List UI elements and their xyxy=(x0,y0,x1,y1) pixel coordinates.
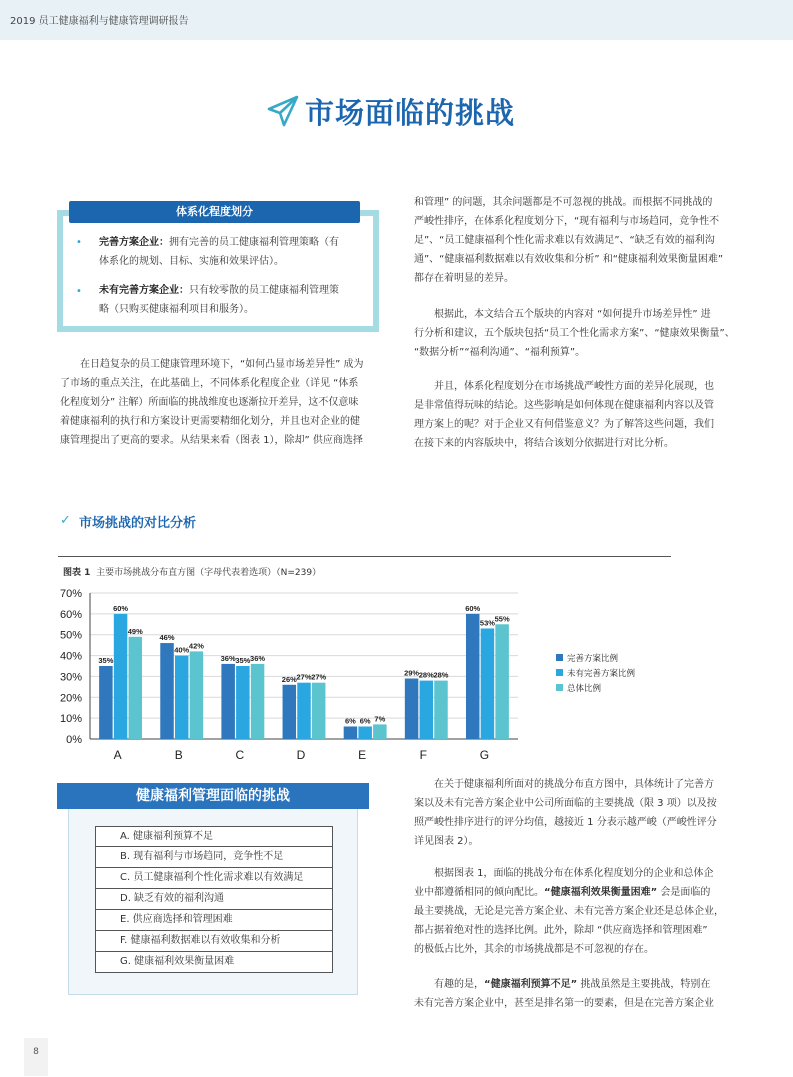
bar-E-1 xyxy=(344,726,358,739)
y-tick-label: 30% xyxy=(59,671,82,684)
data-label: 27% xyxy=(311,672,327,682)
bullet-icon: • xyxy=(76,237,82,248)
bar-chart xyxy=(0,580,793,770)
data-label: 35% xyxy=(235,656,251,665)
bullet-icon: • xyxy=(76,286,82,297)
bar-G-3 xyxy=(495,624,509,739)
data-label: 29% xyxy=(404,668,420,678)
challenge-item-e: E. 供应商选择和管理困难 xyxy=(95,910,333,931)
data-label: 60% xyxy=(113,603,129,613)
page-number: 8 xyxy=(24,1038,48,1076)
right-paragraph-4: 在关于健康福利所面对的挑战分布直方图中，具体统计了完善方 案以及未有完善方案企业中公司所面临的主要挑战（限 3 项）以及按 照严峻性排序进行的评分均值，越接近 1 分表示越严峻（严峻性评分 详见图表 2）。 xyxy=(414,779,717,847)
bar-B-1 xyxy=(160,643,174,739)
challenge-item-a: A. 健康福利预算不足 xyxy=(95,826,333,847)
bar-B-2 xyxy=(175,656,189,739)
bar-A-3 xyxy=(129,637,143,739)
challenge-item-d: D. 缺乏有效的福利沟通 xyxy=(95,889,333,910)
legend-label: 完善方案比例 xyxy=(567,654,619,664)
y-tick-label: 40% xyxy=(59,650,82,663)
challenges-list xyxy=(95,826,333,973)
bar-A-2 xyxy=(114,614,128,739)
data-label: 27% xyxy=(296,672,312,682)
bar-E-2 xyxy=(358,726,372,739)
right-paragraph-2: 根据此，本文结合五个版块的内容对 “如何提升市场差异性” 进 行分析和建议，五个版块包括“员工个性化需求方案”、“健康效果衡量”、 “数据分析”“福利沟通”、“福利预算”。 xyxy=(414,309,735,358)
bar-F-2 xyxy=(420,681,434,739)
data-label: 60% xyxy=(465,603,481,613)
bar-D-3 xyxy=(312,683,326,739)
x-tick-label: C xyxy=(235,748,245,762)
data-label: 35% xyxy=(98,656,114,665)
header-bar xyxy=(0,0,793,40)
right-paragraph-6: 有趣的是，“健康福利预算不足” 挑战虽然是主要挑战，特别在 未有完善方案企业中，甚至是排名第一的要素，但是在完善方案企业 xyxy=(414,979,714,1009)
legend-swatch xyxy=(556,654,563,661)
bar-D-2 xyxy=(297,683,311,739)
y-tick-label: 70% xyxy=(59,588,82,600)
legend-swatch xyxy=(556,669,563,676)
data-label: 6% xyxy=(345,716,356,726)
data-label: 46% xyxy=(159,633,175,643)
data-label: 55% xyxy=(494,614,510,624)
x-tick-label: D xyxy=(296,748,306,762)
y-tick-label: 50% xyxy=(59,629,82,642)
bar-C-1 xyxy=(221,664,235,739)
header-text: 2019 员工健康福利与健康管理调研报告 xyxy=(10,16,189,27)
x-tick-label: F xyxy=(419,748,427,762)
chart-legend xyxy=(556,653,636,694)
data-label: 36% xyxy=(250,653,266,663)
bar-F-3 xyxy=(434,681,448,739)
challenge-item-b: B. 现有福利与市场趋同，竞争性不足 xyxy=(95,847,333,868)
x-tick-label: A xyxy=(113,748,122,762)
data-label: 42% xyxy=(188,641,204,651)
check-icon: ✓ xyxy=(60,513,71,528)
data-label: 36% xyxy=(220,653,236,663)
y-tick-label: 10% xyxy=(59,713,82,726)
legend-label: 未有完善方案比例 xyxy=(567,669,636,679)
data-label: 6% xyxy=(359,716,371,726)
data-label: 28% xyxy=(433,670,449,680)
challenges-title: 健康福利管理面临的挑战 xyxy=(57,783,369,809)
bar-C-3 xyxy=(251,664,264,739)
bar-A-1 xyxy=(99,666,113,739)
bar-B-3 xyxy=(190,651,204,739)
x-tick-label: E xyxy=(358,748,367,762)
paper-plane-icon xyxy=(266,94,300,128)
data-label: 26% xyxy=(281,674,297,684)
bar-G-2 xyxy=(481,628,495,739)
right-paragraph-3: 并且，体系化程度划分在市场挑战严峻性方面的差异化展现，也 是非常值得玩味的结论。这些影响是如何体现在健康福利内容以及管 理方案上的呢？对于企业又有何借鉴意义？为了解答这些问题，我们 在接下来的内容版块中，将结合该划分依据进行对比分析。 xyxy=(414,381,714,449)
bar-E-3 xyxy=(373,724,387,739)
figure-caption: 图表 1 主要市场挑战分布直方图（字母代表着选项）（N=239） xyxy=(63,568,322,578)
classification-item-complete: 完善方案企业：拥有完善的员工健康福利管理策略（有 体系化的规划、目标、实施和效果评估）。 xyxy=(99,237,339,267)
x-tick-label: G xyxy=(479,748,490,762)
x-tick-label: B xyxy=(174,748,183,762)
y-tick-label: 0% xyxy=(66,734,82,746)
divider xyxy=(58,556,671,557)
section-title: 市场挑战的对比分析 xyxy=(79,516,197,531)
data-label: 28% xyxy=(418,670,434,680)
intro-paragraph: 在日趋复杂的员工健康管理环境下，“如何凸显市场差异性” 成为 了市场的重点关注，在此基础上，不同体系化程度企业（详见 “体系 化程度划分” 注解）所面临的挑战维度也逐渐拉开差异，这不仅意味 着健康福利的执行和方案设计更需要精细化划分，并且也对企业的健 康管理提出了更高的要求。从结果来看（图表 1），除却” 供应商选择 xyxy=(60,359,364,446)
classification-label: 体系化程度划分 xyxy=(69,201,360,223)
legend-swatch xyxy=(556,684,563,691)
data-label: 53% xyxy=(479,618,495,628)
y-tick-label: 20% xyxy=(59,692,82,705)
data-label: 49% xyxy=(127,626,143,636)
bar-C-2 xyxy=(236,666,250,739)
legend-label: 总体比例 xyxy=(567,684,602,694)
right-paragraph-1: 和管理” 的问题，其余问题都是不可忽视的挑战。而根据不同挑战的 严峻性排序，在体系化程度划分下，“现有福利与市场趋同，竞争性不 足”、“员工健康福利个性化需求难以有效满足”、“缺乏有效的福利沟 通”、“健康福利数据难以有效收集和分析” 和“健康福利效果衡量困难” 都存在着明显的差异。 xyxy=(414,197,724,284)
bar-G-1 xyxy=(466,614,480,739)
data-label: 40% xyxy=(174,645,190,655)
right-paragraph-5: 根据图表 1，面临的挑战分布在体系化程度划分的企业和总体企 业中都遵循相同的倾向配比。“健康福利效果衡量困难” 会是面临的 最主要挑战，无论是完善方案企业、未有完善方案企业还是总体企业， 都占据着绝对性的选择比例。此外，除却 “供应商选择和管理困难” 的极低占比外，其余的市场挑战都是不可忽视的存在。 xyxy=(414,868,724,955)
classification-item-incomplete: 未有完善方案企业：只有较零散的员工健康福利管理策 略（只购买健康福利项目和服务）。 xyxy=(99,285,339,315)
page-title: 市场面临的挑战 xyxy=(305,96,516,130)
data-label: 7% xyxy=(374,714,386,724)
bar-F-1 xyxy=(405,679,419,739)
challenge-item-g: G. 健康福利效果衡量困难 xyxy=(95,952,333,973)
challenge-item-f: F. 健康福利数据难以有效收集和分析 xyxy=(95,931,333,952)
y-tick-label: 60% xyxy=(59,608,82,621)
challenge-item-c: C. 员工健康福利个性化需求难以有效满足 xyxy=(95,868,333,889)
bar-D-1 xyxy=(283,685,297,739)
